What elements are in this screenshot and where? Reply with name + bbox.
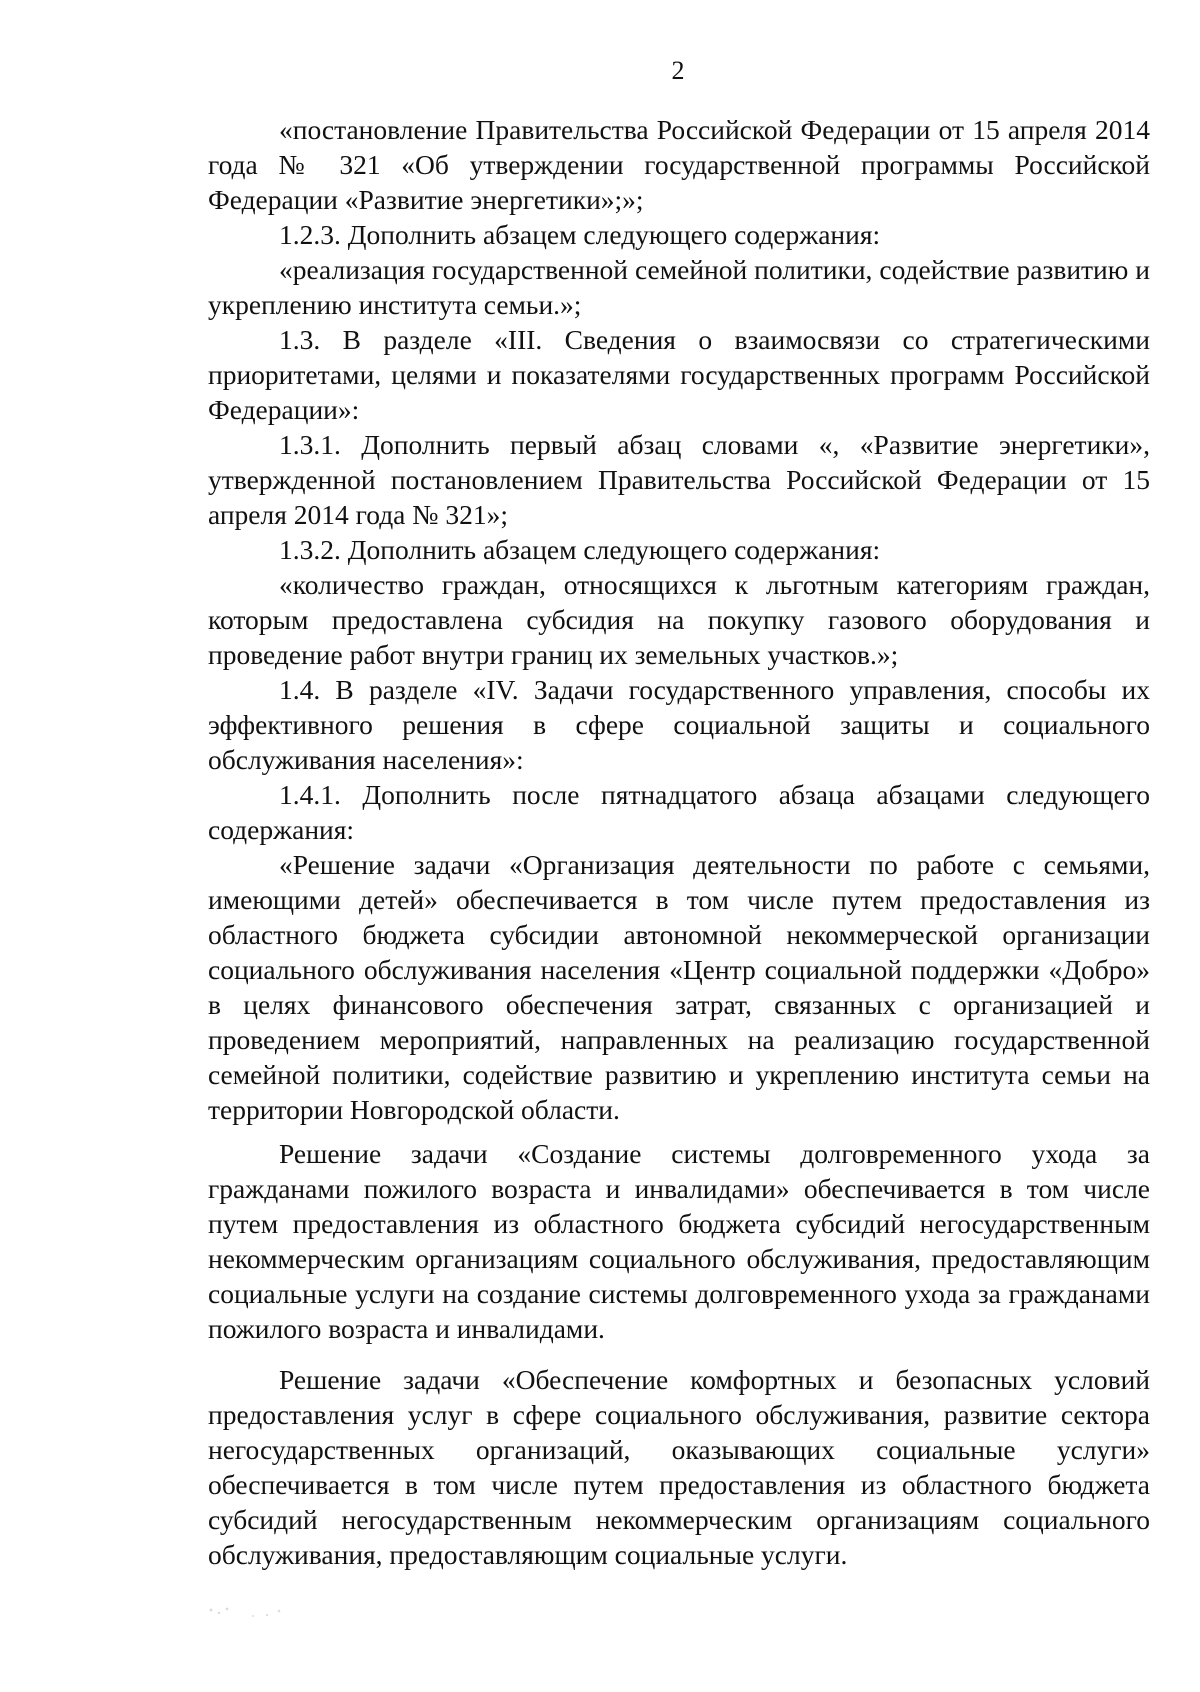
scan-artifact [205, 1602, 295, 1622]
paragraph-1-3-1: 1.3.1. Дополнить первый абзац словами «, «Развитие энергетики», утвержденной постановлением Правительства Российской Федерации от 15 апреля 2014 года № 321»; [208, 429, 1150, 530]
paragraph-task-long-term-care: Решение задачи «Создание системы долговременного ухода за гражданами пожилого возраста и инвалидами» обеспечивается в том числе путем предоставления из областного бюджета субсидий негосударственным некоммерческим организациям социального обслуживания, предоставляющим социальные услуги на создание системы долговременного ухода за гражданами пожилого возраста и инвалидами. [208, 1138, 1150, 1344]
document-body [208, 112, 1150, 1572]
paragraph-task-comfortable-conditions: Решение задачи «Обеспечение комфортных и безопасных условий предоставления услуг в сфере социального обслуживания, развитие сектора негосударственных организаций, оказывающих социальные услуги» обеспечивается в том числе путем предоставления из областного бюджета субсидий негосударственным некоммерческим организациям социального обслуживания, предоставляющим социальные услуги. [208, 1364, 1150, 1570]
paragraph-1-4-1: 1.4.1. Дополнить после пятнадцатого абзаца абзацами следующего содержания: [208, 779, 1150, 845]
paragraph-quote-family-policy: «реализация государственной семейной политики, содействие развитию и укреплению института семьи.»; [208, 254, 1150, 320]
paragraph-quote-decree: «постановление Правительства Российской Федерации от 15 апреля 2014 года № 321 «Об утверждении государственной программы Российской Федерации «Развитие энергетики»;»; [208, 114, 1150, 215]
paragraph-1-4: 1.4. В разделе «IV. Задачи государственного управления, способы их эффективного решения в сфере социальной защиты и социального обслуживания населения»: [208, 674, 1150, 775]
paragraph-quote-citizens: «количество граждан, относящихся к льготным категориям граждан, которым предоставлена субсидия на покупку газового оборудования и проведение работ внутри границ их земельных участков.»; [208, 569, 1150, 670]
paragraph-1-3: 1.3. В разделе «III. Сведения о взаимосвязи со стратегическими приоритетами, целями и показателями государственных программ Российской Федерации»: [208, 324, 1150, 425]
paragraph-1-3-2: 1.3.2. Дополнить абзацем следующего содержания: [279, 534, 881, 565]
paragraph-1-2-3: 1.2.3. Дополнить абзацем следующего содержания: [279, 219, 881, 250]
page-number: 2 [671, 56, 685, 85]
paragraph-task-families: «Решение задачи «Организация деятельности по работе с семьями, имеющими детей» обеспечивается в том числе путем предоставления из областного бюджета субсидии автономной некоммерческой организации социального обслуживания населения «Центр социальной поддержки «Добро» в целях финансового обеспечения затрат, связанных с организацией и проведением мероприятий, направленных на реализацию государственной семейной политики, содействие развитию и укреплению института семьи на территории Новгородской области. [208, 849, 1150, 1125]
